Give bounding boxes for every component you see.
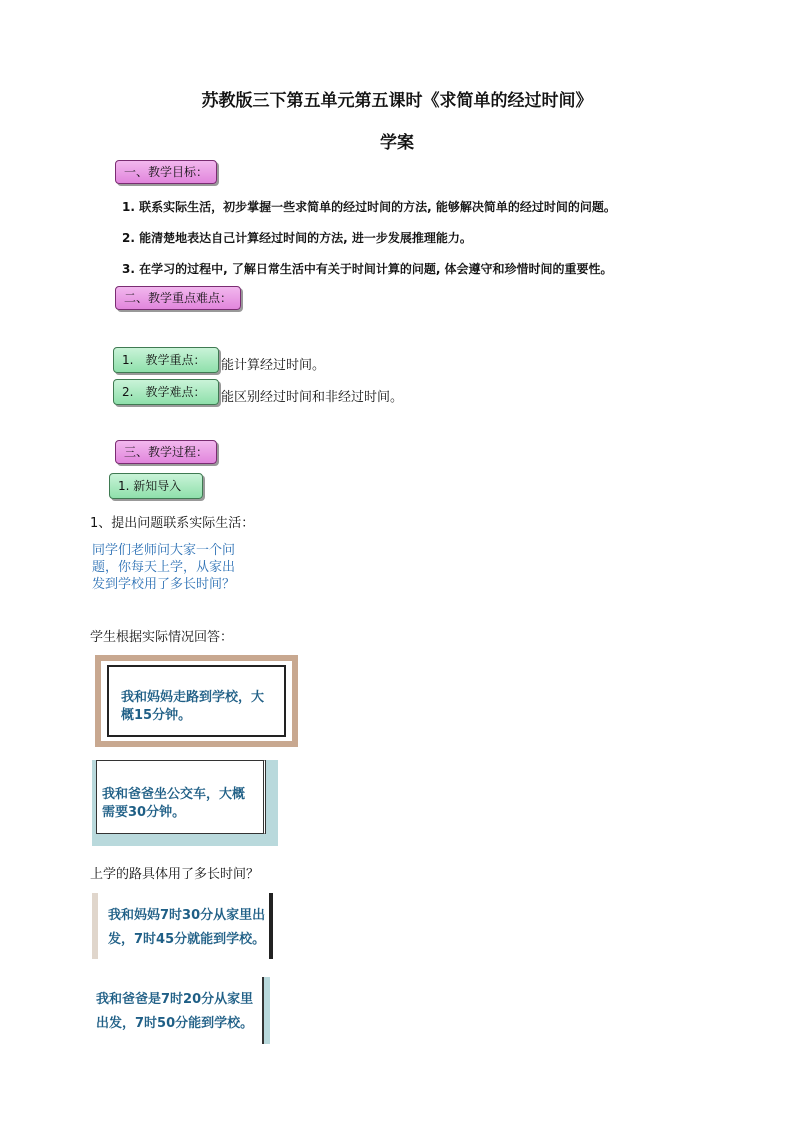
objective-1: 1. 联系实际生活，初步掌握一些求简单的经过时间的方法, 能够解决简单的经过时间的问题。 — [122, 200, 616, 214]
question-1: 1、提出问题联系实际生活： — [90, 516, 255, 531]
answer-3-line-1: 我和妈妈7时30分从家里出 — [108, 908, 266, 923]
answer-4-line-1: 我和爸爸是7时20分从家里 — [96, 992, 254, 1007]
answer-3-line-2: 发，7时45分就能到学校。 — [108, 932, 266, 947]
difficulty-label: 2. 教学难点： — [113, 379, 219, 405]
page-title: 苏教版三下第五单元第五课时《求简单的经过时间》 — [201, 91, 593, 111]
students-intro: 学生根据实际情况回答： — [90, 630, 234, 645]
answer-4-line-2: 出发，7时50分能到学校。 — [96, 1016, 254, 1031]
section-tag-objectives: 一、教学目标： — [115, 160, 217, 184]
answer-card-4 — [92, 977, 270, 1044]
step-intro-label: 1. 新知导入 — [109, 473, 203, 499]
answer-card-1 — [95, 655, 298, 747]
teacher-question: 同学们老师问大家一个问 题，你每天上学，从家出 发到学校用了多长时间？ — [92, 543, 236, 592]
key-point-label: 1. 教学重点： — [113, 347, 219, 373]
answer-1-line-1: 我和妈妈走路到学校，大 — [121, 690, 265, 705]
page-subtitle: 学案 — [380, 133, 414, 153]
objective-2: 2. 能清楚地表达自己计算经过时间的方法, 进一步发展推理能力。 — [122, 231, 472, 245]
key-point-text: 能计算经过时间。 — [221, 358, 326, 373]
section-tag-process: 三、教学过程： — [115, 440, 217, 464]
answer-card-2 — [92, 760, 278, 846]
section-tag-key-points: 二、教学重点难点： — [115, 286, 241, 310]
answer-2-line-2: 需要30分钟。 — [102, 805, 186, 820]
answer-2-line-1: 我和爸爸坐公交车，大概 — [102, 787, 246, 802]
answer-1-line-2: 概15分钟。 — [121, 708, 192, 723]
objective-3: 3. 在学习的过程中, 了解日常生活中有关于时间计算的问题, 体会遵守和珍惜时间的重要性。 — [122, 262, 613, 276]
question-2: 上学的路具体用了多长时间？ — [90, 867, 260, 882]
answer-card-3 — [92, 893, 273, 959]
difficulty-text: 能区别经过时间和非经过时间。 — [221, 390, 404, 405]
